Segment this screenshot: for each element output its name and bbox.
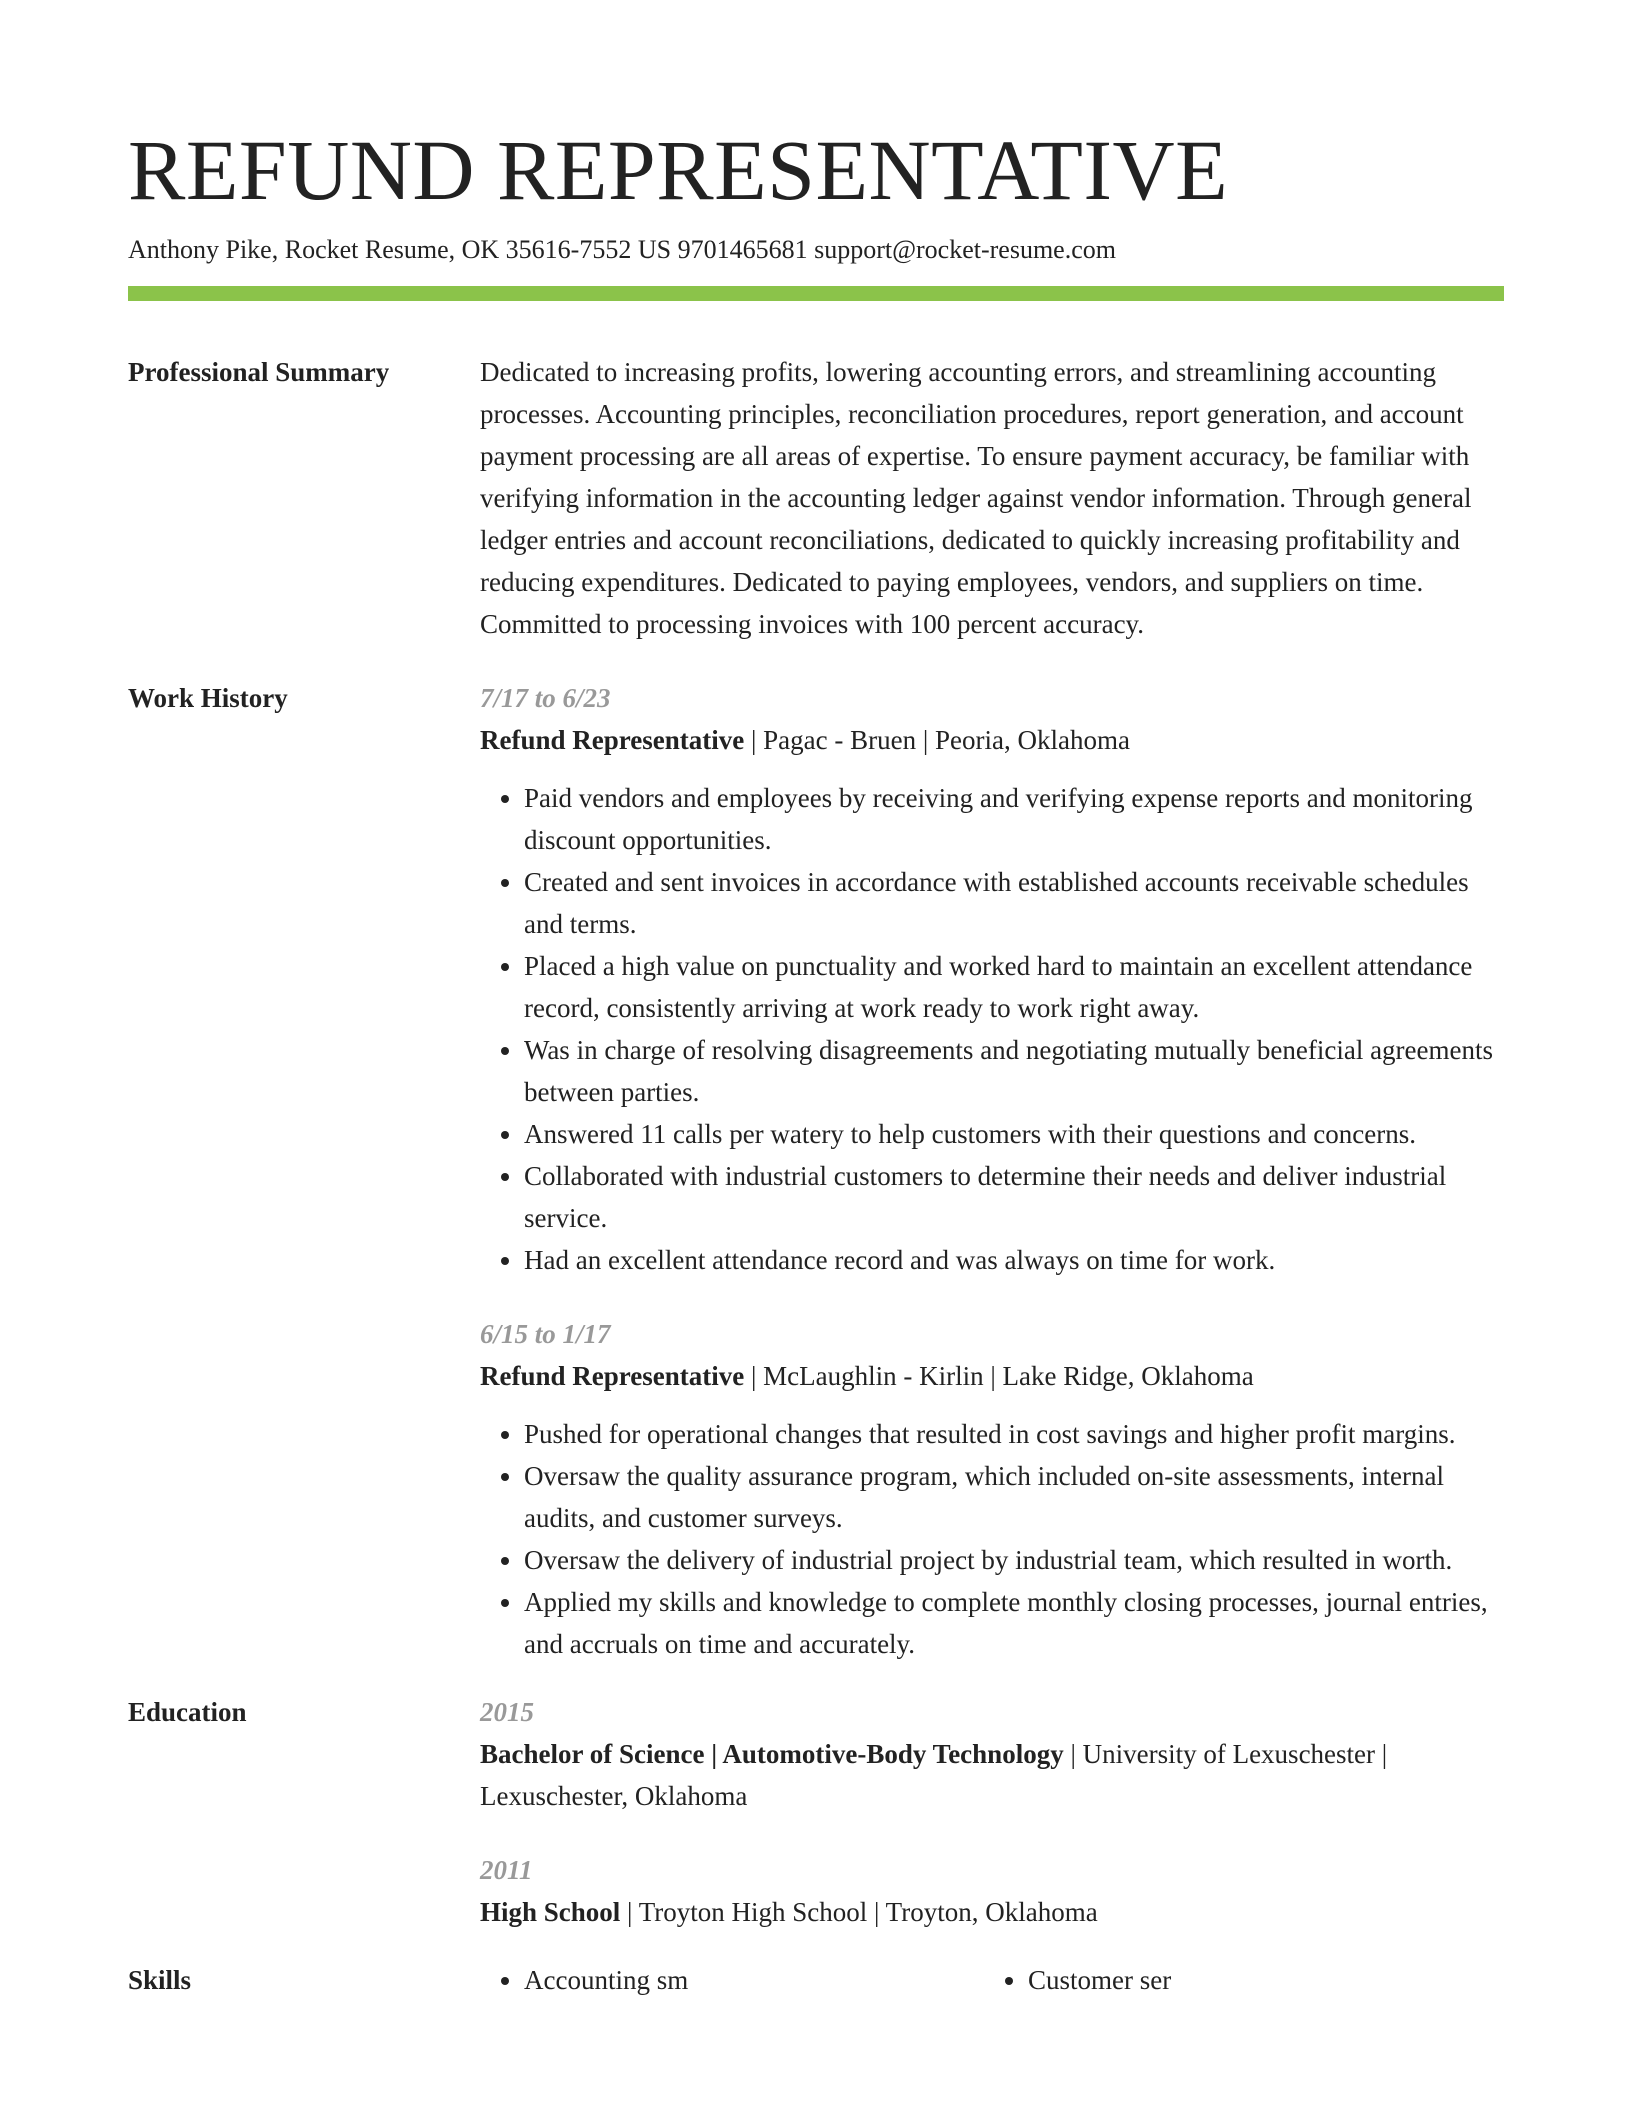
list-item: • Accounting sm bbox=[524, 1959, 984, 2001]
resume-title: REFUND REPRESENTATIVE bbox=[128, 122, 1229, 218]
education-year: 2011 bbox=[480, 1855, 533, 1885]
job-entry bbox=[480, 677, 1504, 1281]
summary-text: Dedicated to increasing profits, lowering accounting errors, and streamlining accounting processes. Accounting principles, reconciliation procedures, report generation, and account payment processing are all areas of expertise. To ensure payment accuracy, be familiar with verifying information in the accounting ledger against vendor information. Through general ledger entries and account reconciliations, dedicated to quickly increasing profitability and reducing expenditures. Dedicated to paying employees, vendors, and suppliers on time. Committed to processing invoices with 100 percent accuracy. bbox=[480, 357, 1472, 639]
degree-title: Bachelor of Science | Automotive-Body Technology bbox=[480, 1739, 1064, 1769]
professional-summary-section bbox=[128, 351, 1504, 645]
job-title: Refund Representative bbox=[480, 1361, 745, 1391]
list-item: • Was in charge of resolving disagreements and negotiating mutually beneficial agreements between parties. bbox=[524, 1029, 1504, 1113]
education-entry bbox=[480, 1849, 1504, 1933]
list-item: • Collaborated with industrial customers to determine their needs and deliver industrial service. bbox=[524, 1155, 1504, 1239]
job-details: | McLaughlin - Kirlin | Lake Ridge, Oklahoma bbox=[744, 1361, 1254, 1391]
degree-title: High School bbox=[480, 1897, 621, 1927]
education-section bbox=[128, 1691, 1504, 1933]
job-title: Refund Representative bbox=[480, 725, 745, 755]
job-dates: 7/17 to 6/23 bbox=[480, 683, 611, 713]
job-details: | Pagac - Bruen | Peoria, Oklahoma bbox=[744, 725, 1130, 755]
accent-divider bbox=[128, 286, 1504, 301]
skills-section bbox=[128, 1959, 1504, 2001]
education-heading bbox=[480, 1891, 1504, 1933]
job-heading bbox=[480, 1355, 1504, 1397]
job-dates: 6/15 to 1/17 bbox=[480, 1319, 611, 1349]
skills-body bbox=[480, 1959, 1504, 2001]
skills-list-left bbox=[480, 1959, 984, 2001]
job-bullets bbox=[480, 1413, 1504, 1665]
work-history-body bbox=[480, 677, 1504, 1665]
job-heading bbox=[480, 719, 1504, 761]
education-year: 2015 bbox=[480, 1697, 534, 1727]
list-item: • Placed a high value on punctuality and worked hard to maintain an excellent attendance record, consistently arriving at work ready to work right away. bbox=[524, 945, 1504, 1029]
education-entry bbox=[480, 1691, 1504, 1817]
list-item: • Pushed for operational changes that resulted in cost savings and higher profit margins. bbox=[524, 1413, 1504, 1455]
list-item: • Created and sent invoices in accordance with established accounts receivable schedules and terms. bbox=[524, 861, 1504, 945]
list-item: • Applied my skills and knowledge to complete monthly closing processes, journal entries, and accruals on time and accurately. bbox=[524, 1581, 1504, 1665]
list-item: • Had an excellent attendance record and was always on time for work. bbox=[524, 1239, 1504, 1281]
list-item: • Oversaw the delivery of industrial project by industrial team, which resulted in worth. bbox=[524, 1539, 1504, 1581]
education-heading bbox=[480, 1733, 1504, 1817]
work-history-section bbox=[128, 677, 1504, 1665]
list-item: • Customer ser bbox=[1028, 1959, 1488, 2001]
list-item: • Answered 11 calls per watery to help customers with their questions and concerns. bbox=[524, 1113, 1504, 1155]
education-body bbox=[480, 1691, 1504, 1933]
job-bullets bbox=[480, 777, 1504, 1281]
education-details: | University of Lexuschester | Lexuschester, Oklahoma bbox=[480, 1739, 1388, 1811]
section-label-education: Education bbox=[128, 1697, 247, 1727]
section-label-work-history: Work History bbox=[128, 683, 288, 713]
list-item: • Oversaw the quality assurance program, which included on-site assessments, internal audits, and customer surveys. bbox=[524, 1455, 1504, 1539]
section-label-skills: Skills bbox=[128, 1965, 192, 1995]
contact-line: Anthony Pike, Rocket Resume, OK 35616-7552 US 9701465681 support@rocket-resume.com bbox=[128, 235, 1116, 264]
section-label-summary: Professional Summary bbox=[128, 357, 390, 387]
education-details: | Troyton High School | Troyton, Oklahoma bbox=[620, 1897, 1098, 1927]
skills-grid bbox=[480, 1959, 1504, 2001]
job-entry bbox=[480, 1313, 1504, 1665]
skills-list-right bbox=[984, 1959, 1488, 2001]
list-item: • Paid vendors and employees by receiving and verifying expense reports and monitoring discount opportunities. bbox=[524, 777, 1504, 861]
resume-page bbox=[128, 120, 1504, 2001]
